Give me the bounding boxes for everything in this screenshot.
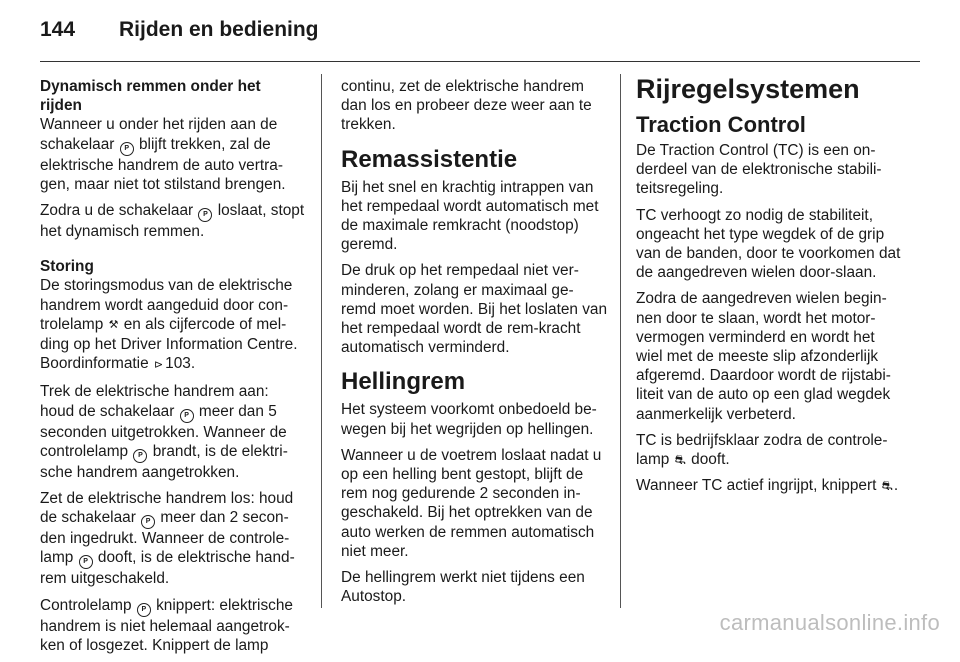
traction-control-icon: ⛐ (674, 452, 686, 468)
subheading-dynamisch-remmen: Dynamisch remmen onder het rijden (40, 78, 261, 115)
parking-brake-icon: P (198, 208, 212, 222)
column-divider (321, 74, 322, 608)
paragraph (40, 257, 306, 375)
parking-brake-icon: P (141, 515, 155, 529)
page-header (40, 18, 920, 48)
text: Wanneer TC actief ingrijpt, knippert (636, 477, 877, 495)
paragraph: TC verhoogt zo nodig de stabiliteit, ongeacht het type wegdek of de grip van de banden, door te voorkomen dat de aangedreven wielen door-slaan. (636, 206, 901, 282)
parking-brake-icon: P (133, 449, 147, 463)
column-1 (40, 77, 306, 662)
text: dooft, is de elektrische hand-rem uitgeschakeld. (40, 549, 295, 588)
column-3 (636, 74, 904, 502)
paragraph: De Traction Control (TC) is een on-derdeel van de elektronische stabili-teitsregeling. (636, 142, 882, 198)
text: Trek de elektrische handrem aan: houd de schakelaar (40, 383, 269, 420)
text: meer dan 2 secon-den ingedrukt. Wanneer de controle-lamp (40, 509, 290, 567)
watermark: carmanualsonline.info (719, 610, 940, 635)
subheading-storing: Storing (40, 258, 94, 276)
column-2 (341, 77, 608, 613)
paragraph (40, 596, 306, 655)
text: . (893, 477, 899, 495)
paragraph: Het systeem voorkomt onbedoeld be-wegen bij het wegrijden op hellingen. (341, 401, 597, 438)
paragraph: Bij het snel en krachtig intrappen van het rempedaal wordt automatisch met de maximale remkracht (noodstop) geremd. (341, 178, 599, 254)
text: blijft trekken, zal de elektrische handrem de auto vertra-gen, maar niet tot stilstand brengen. (40, 135, 286, 193)
paragraph: Zodra de aangedreven wielen begin-nen door te slaan, wordt het motor-vermogen verminderd en wordt het wiel met de meeste slip afzonderlijk afgeremd. Daardoor wordt de rijstabi-liteit van de auto op een glad wegdek aanmerkelijk verbeterd. (636, 290, 891, 423)
text: Controlelamp (40, 596, 132, 614)
page-reference[interactable]: 103. (165, 355, 196, 373)
text: TC is bedrijfsklaar zodra de controle-lamp (636, 431, 888, 469)
paragraph (40, 489, 306, 589)
text: meer dan 5 seconden uitgetrokken. Wanneer de controlelamp (40, 402, 287, 460)
column-divider (620, 74, 621, 608)
parking-brake-icon: P (120, 142, 134, 156)
text: Wanneer u onder het rijden aan de schakelaar (40, 116, 278, 153)
paragraph: continu, zet de elektrische handrem dan los en probeer deze weer aan te trekken. (341, 78, 592, 134)
page-reference-icon: ⊳ (153, 359, 164, 372)
traction-control-icon: ⛐ (881, 478, 893, 494)
parking-brake-icon: P (137, 603, 151, 617)
text: knippert: elektrische handrem is niet helemaal aangetrok-ken of losgezet. Knippert de lamp (40, 596, 293, 654)
paragraph: De druk op het rempedaal niet ver-minderen, zolang er maximaal ge-remd moet worden. Bij het loslaten van het rempedaal wordt de rem-kracht automatisch verminderd. (341, 262, 608, 357)
paragraph (636, 431, 904, 469)
text: De storingsmodus van de elektrische handrem wordt aangeduid door con-trolelamp (40, 277, 293, 333)
service-wrench-icon: ⚒ (108, 318, 119, 331)
paragraph (636, 476, 904, 495)
text: brandt, is de elektri-sche handrem aangetrokken. (40, 442, 288, 481)
parking-brake-icon: P (79, 555, 93, 569)
paragraph (40, 77, 306, 194)
text: Zodra u de schakelaar (40, 202, 194, 220)
heading-traction-control: Traction Control (636, 112, 806, 137)
paragraph: Wanneer u de voetrem loslaat nadat u op een helling bent gestopt, blijft de rem nog gedurende 2 seconden in-geschakeld. Bij het optrekken van de auto werken de remmen automatisch niet meer. (341, 446, 602, 560)
heading-remassistentie: Remassistentie (341, 145, 518, 173)
heading-rijregelsystemen: Rijregelsystemen (636, 74, 860, 104)
text: dooft. (691, 451, 730, 469)
paragraph (40, 201, 306, 241)
section-title: Rijden en bediening (119, 18, 319, 41)
parking-brake-icon: P (180, 409, 194, 423)
text: Zet de elektrische handrem los: houd de schakelaar (40, 490, 294, 527)
text: loslaat, stopt het dynamisch remmen. (40, 202, 305, 241)
page-number: 144 (40, 18, 76, 41)
paragraph (40, 382, 306, 482)
header-rule (40, 61, 920, 62)
heading-hellingrem: Hellingrem (341, 368, 466, 396)
text: en als cijfercode of mel-ding op het Driver Information Centre. Boordinformatie (40, 315, 298, 373)
paragraph: De hellingrem werkt niet tijdens een Autostop. (341, 569, 585, 606)
